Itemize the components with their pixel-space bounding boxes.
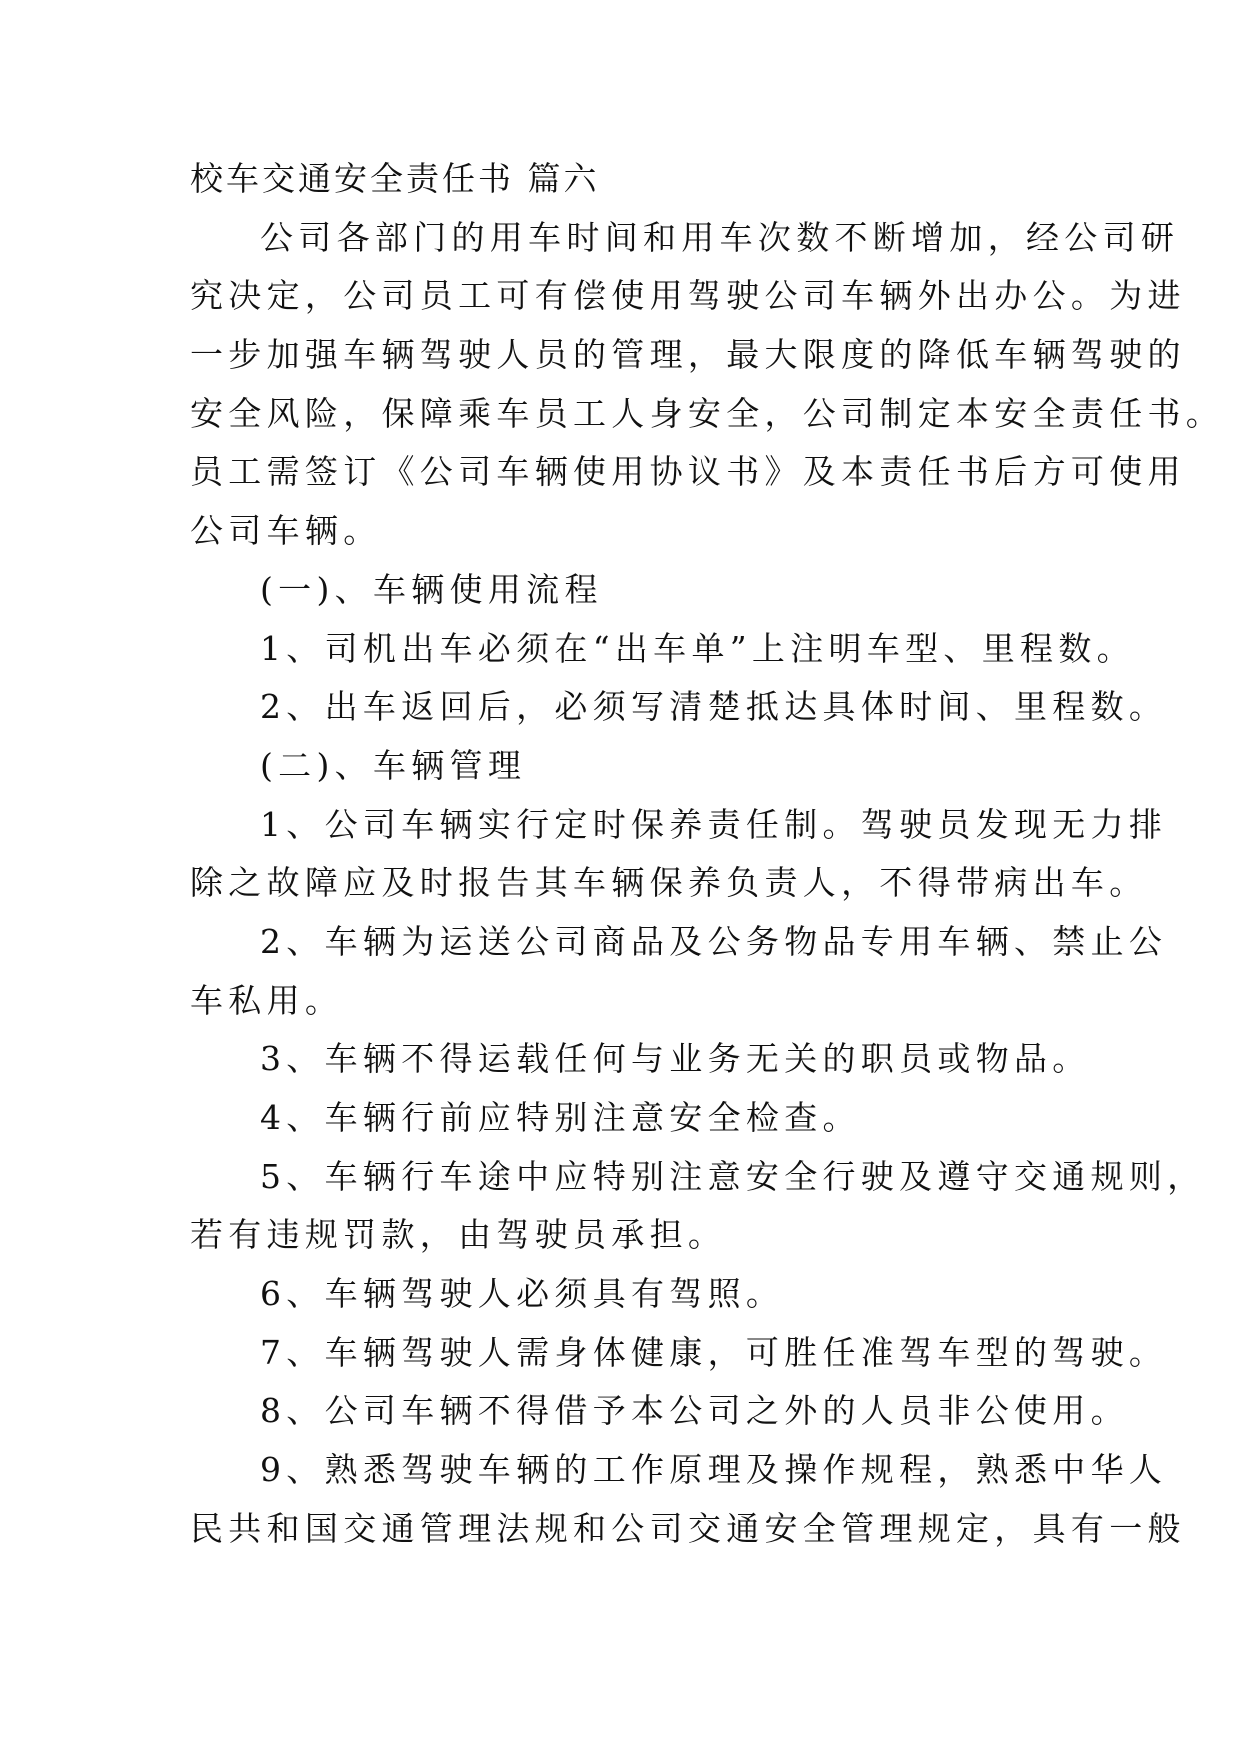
list-item: 5、车辆行车途中应特别注意安全行驶及遵守交通规则， bbox=[260, 1156, 1206, 1196]
list-item: 4、车辆行前应特别注意安全检查。 bbox=[260, 1098, 861, 1137]
list-item: 2、车辆为运送公司商品及公务物品专用车辆、禁止公 bbox=[260, 921, 1168, 961]
paragraph-line: 公司车辆。 bbox=[190, 511, 382, 551]
list-item: 1、公司车辆实行定时保养责任制。驾驶员发现无力排 bbox=[260, 804, 1168, 844]
paragraph-line: 员工需签订《公司车辆使用协议书》及本责任书后方可使用 bbox=[190, 452, 1186, 492]
list-item-continuation: 车私用。 bbox=[190, 980, 344, 1020]
list-item: 8、公司车辆不得借予本公司之外的人员非公使用。 bbox=[260, 1391, 1129, 1431]
document-body bbox=[190, 150, 1225, 1559]
paragraph-line: 一步加强车辆驾驶人员的管理，最大限度的降低车辆驾驶的 bbox=[190, 335, 1186, 375]
list-item: 1、司机出车必须在“出车单”上注明车型、里程数。 bbox=[260, 628, 1135, 668]
list-item: 9、熟悉驾驶车辆的工作原理及操作规程，熟悉中华人 bbox=[260, 1450, 1168, 1490]
list-item-continuation: 若有违规罚款，由驾驶员承担。 bbox=[190, 1215, 727, 1255]
paragraph-line: 究决定，公司员工可有偿使用驾驶公司车辆外出办公。为进 bbox=[190, 276, 1186, 316]
list-item-continuation: 除之故障应及时报告其车辆保养负责人，不得带病出车。 bbox=[190, 863, 1148, 903]
section-heading: (一)、车辆使用流程 bbox=[260, 569, 603, 609]
section-heading: (二)、车辆管理 bbox=[260, 745, 527, 785]
list-item: 6、车辆驾驶人必须具有驾照。 bbox=[260, 1274, 785, 1314]
list-item: 7、车辆驾驶人需身体健康，可胜任准驾车型的驾驶。 bbox=[260, 1332, 1168, 1372]
paragraph-line: 安全风险，保障乘车员工人身安全，公司制定本安全责任书。 bbox=[190, 393, 1225, 433]
list-item: 3、车辆不得运载任何与业务无关的职员或物品。 bbox=[260, 1039, 1091, 1079]
paragraph-line: 公司各部门的用车时间和用车次数不断增加，经公司研 bbox=[260, 217, 1180, 257]
list-item-continuation: 民共和国交通管理法规和公司交通安全管理规定，具有一般 bbox=[190, 1508, 1186, 1548]
list-item: 2、出车返回后，必须写清楚抵达具体时间、里程数。 bbox=[260, 687, 1168, 727]
document-title: 校车交通安全责任书 篇六 bbox=[190, 159, 600, 198]
